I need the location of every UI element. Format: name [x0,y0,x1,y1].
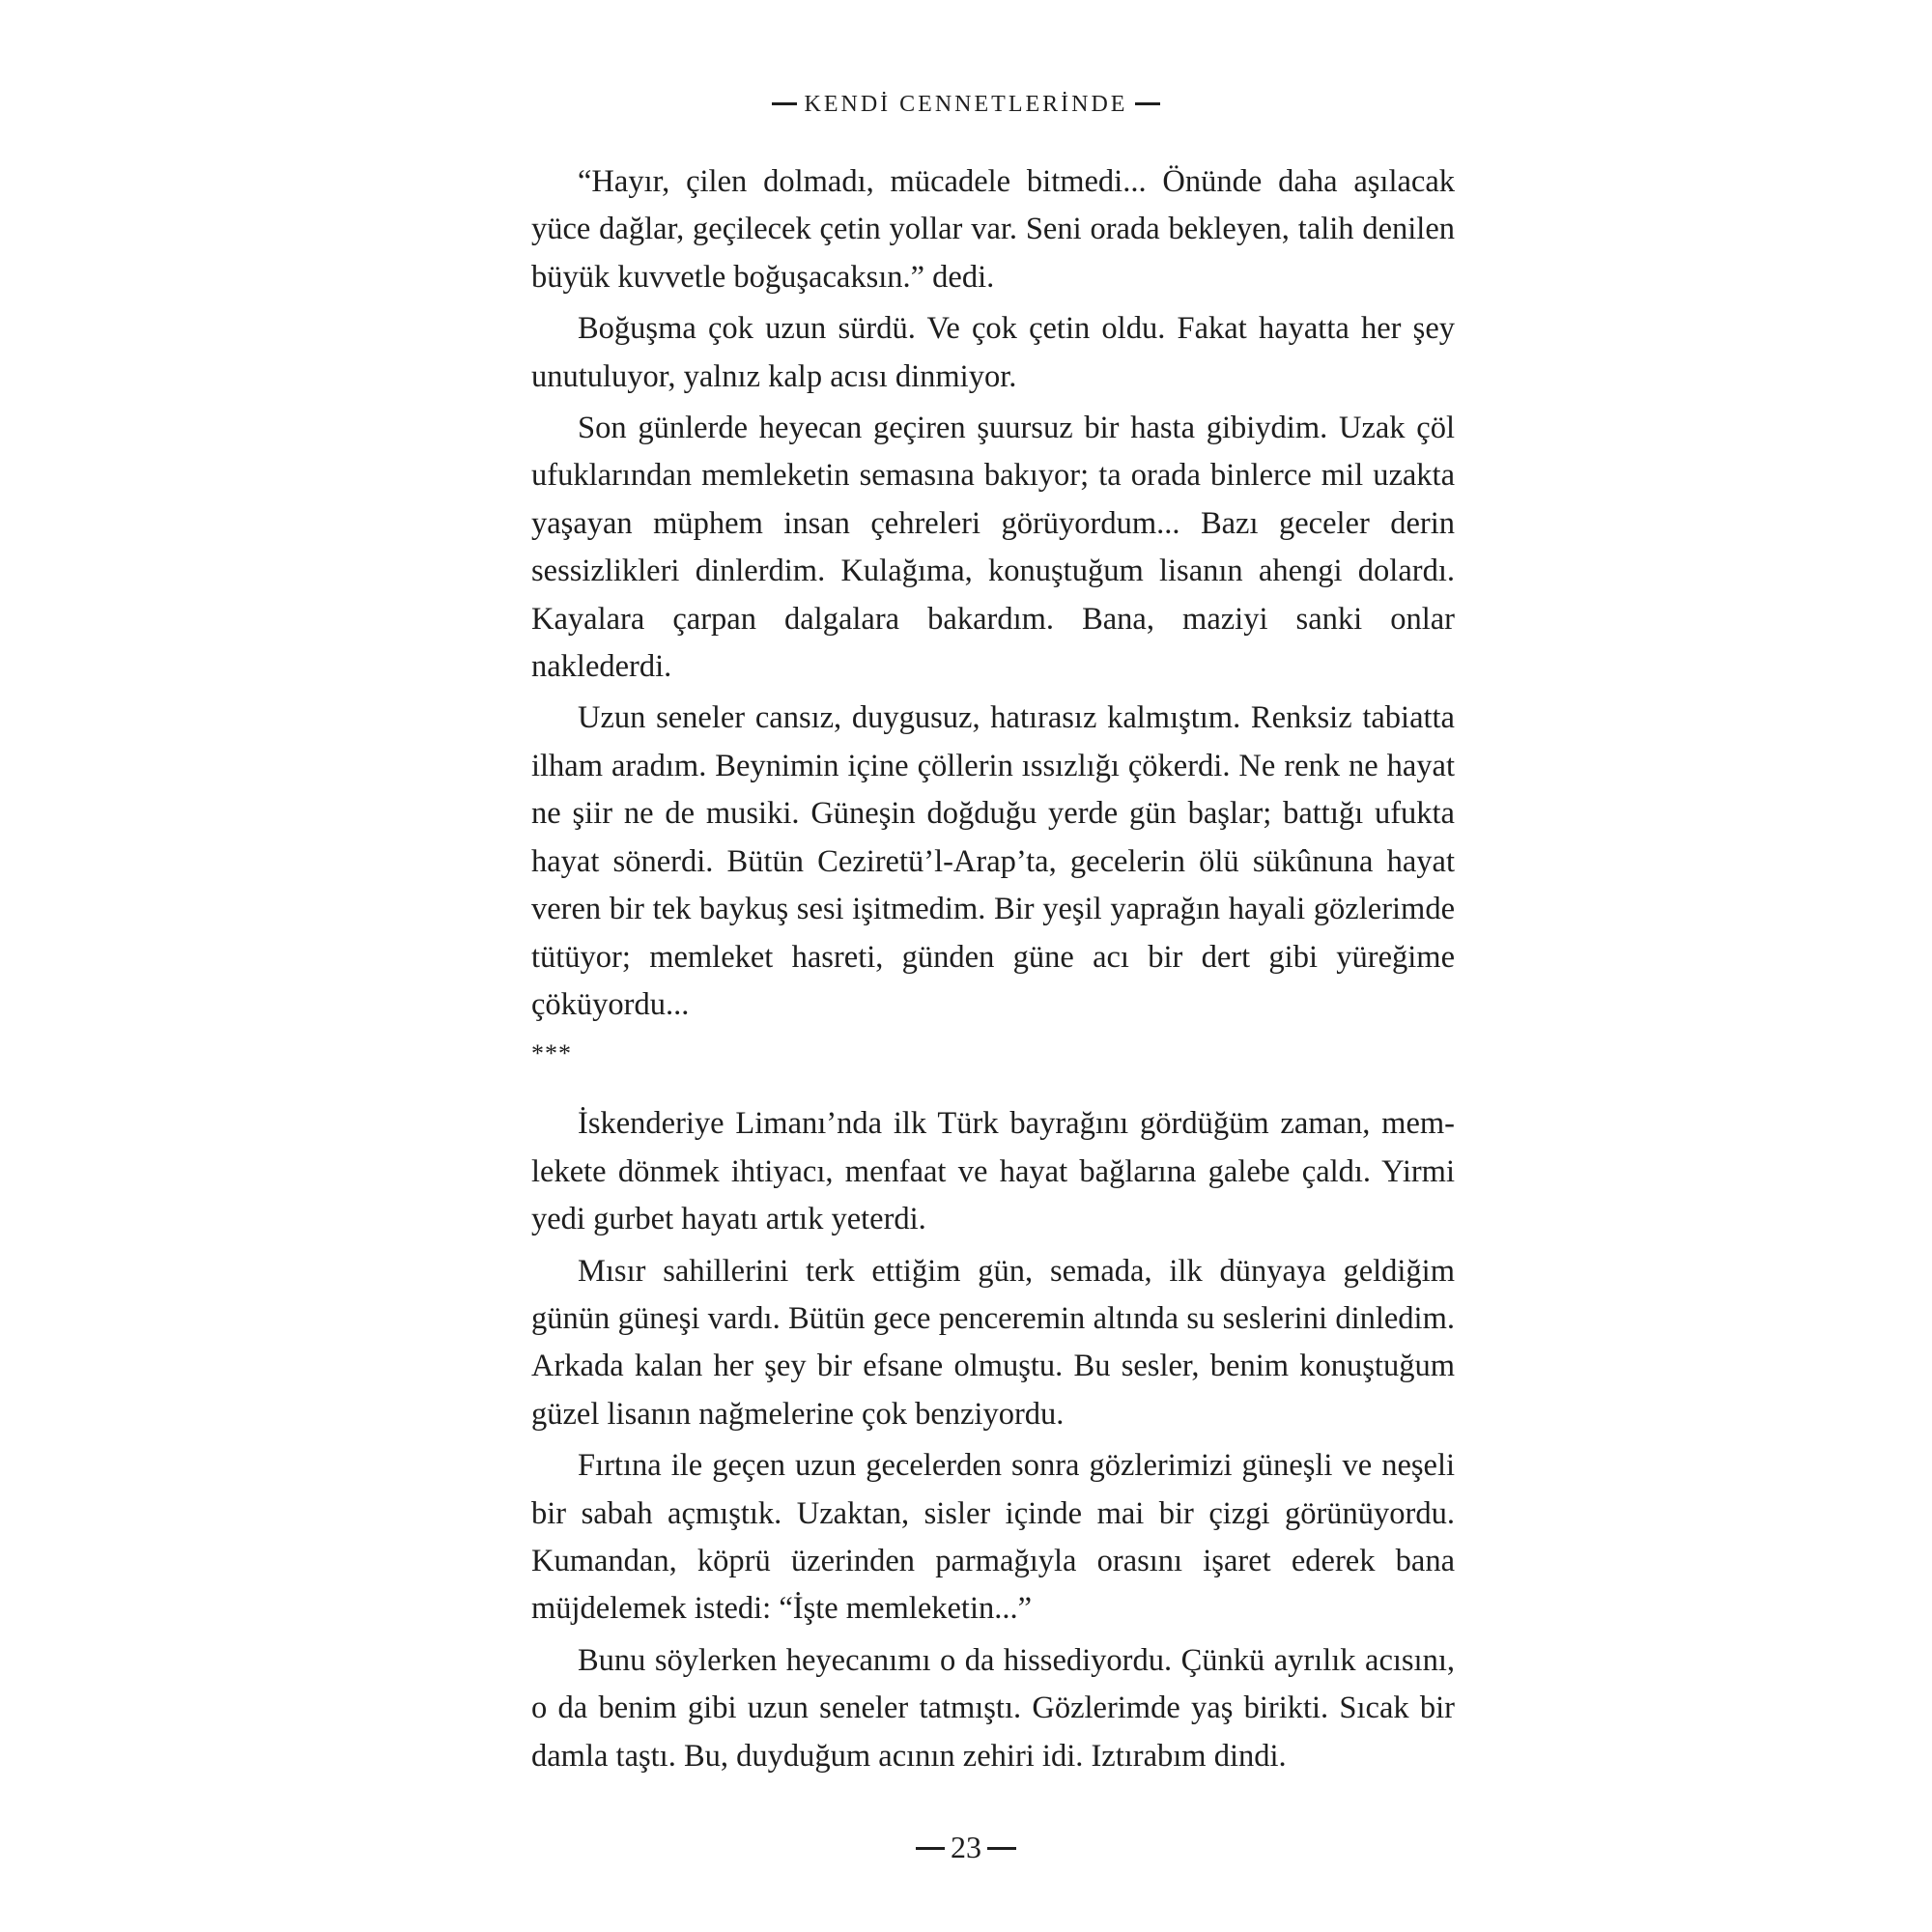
paragraph: Uzun seneler cansız, duygusuz, hatırasız kalmıştım. Renksiz tabiatta ilham aradım. Beynimin içine çöllerin ıssızlığı çökerdi. Ne renk ne hayat ne şiir ne de musiki. Güneşin doğduğu yerde gün başlar; battığı ufukta hayat sönerdi. Bütün Ceziretü’l-Arap’ta, gecelerin ölü sükûnuna hayat veren bir tek baykuş sesi işitmedim. Bir yeşil yaprağın hayali gözlerimde tütüyor; memleket hasreti, günden güne acı bir dert gibi yüreğime çöküyordu... [531,700,1455,1022]
section-separator: *** [531,1039,572,1068]
paragraph: İskenderiye Limanı’nda ilk Türk bayrağını gördüğüm zaman, memlekete dönmek ihtiyacı, menfaat ve hayat bağlarına galebe çaldı. Yirmi yedi gurbet hayatı artık yeterdi. [531,1106,1455,1237]
paragraph: Boğuşma çok uzun sürdü. Ve çok çetin oldu. Fakat hayatta her şey unutuluyor, yalnız kalp acısı dinmiyor. [531,311,1455,394]
paragraph: Son günlerde heyecan geçiren şuursuz bir hasta gibiydim. Uzak çöl ufuklarından memleketin semasına bakıyor; ta orada binlerce mil uzakta yaşayan müphem insan çehreleri görüyordum... Bazı geceler derin sessizlikleri dinlerdim. Kulağıma, konuştuğum lisanın ahengi dolardı. Kayalara çarpan dalgalara bakardım. Bana, maziyi sanki onlar naklederdi. [531,411,1455,685]
paragraph: Bunu söylerken heyecanımı o da hissediyordu. Çünkü ayrılık acısını, o da benim gibi uzun seneler tatmıştı. Gözlerimde yaş birikti. Sıcak bir damla taştı. Bu, duyduğum acının zehiri idi. Iztırabım dindi. [531,1642,1455,1774]
body-text [531,158,1455,1784]
running-header [0,85,1932,124]
right-dash-ornament [987,1847,1016,1850]
page-number: 23 [951,1830,981,1864]
right-dash-ornament [1135,102,1160,105]
paragraph: Mısır sahillerini terk ettiğim gün, semada, ilk dünyaya geldiğim günün güneşi vardı. Bütün gece penceremin altında su seslerini dinledim. Arkada kalan her şey bir efsane olmuştu. Bu sesler, benim konuştuğum güzel lisanın nağmelerine çok benziyordu. [531,1253,1455,1432]
paragraph: “Hayır, çilen dolmadı, mücadele bitmedi... Önünde daha aşılacak yüce dağlar, geçilecek çetin yollar var. Seni orada bekleyen, talih denilen büyük kuvvetle boğuşacaksın.” dedi. [531,164,1455,295]
left-dash-ornament [916,1847,945,1850]
page-footer [0,1828,1932,1866]
left-dash-ornament [772,102,797,105]
paragraph: Fırtına ile geçen uzun gecelerden sonra gözlerimizi güneşli ve neşeli bir sabah açmıştık. Uzaktan, sisler içinde mai bir çizgi görünüyordu. Kumandan, köprü üzerinden parmağıyla orasını işaret ederek bana müjdelemek istedi: “İşte memleketin...” [531,1448,1455,1627]
running-title: KENDİ CENNETLERİNDE [804,92,1128,117]
